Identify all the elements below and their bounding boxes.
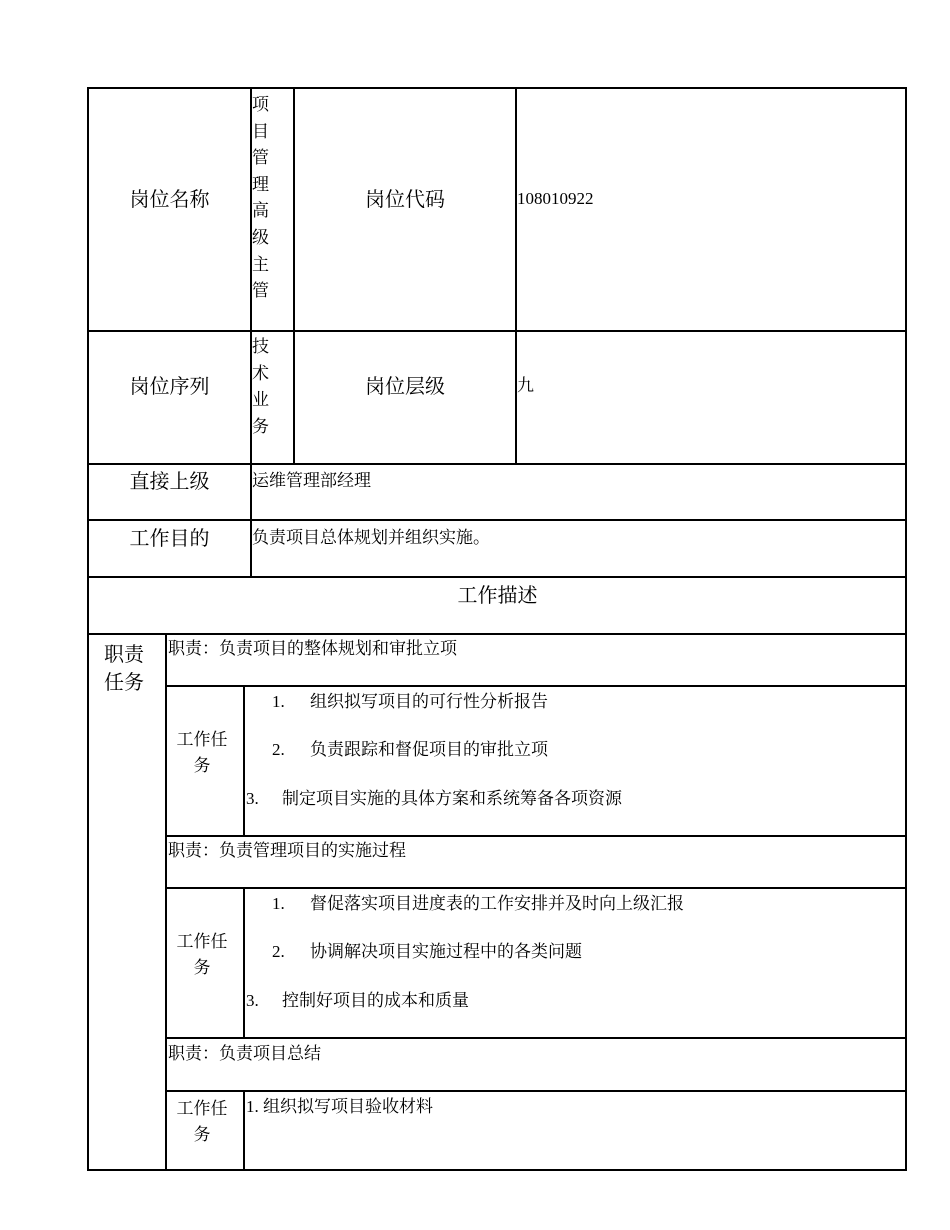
duty-text: 职责：负责管理项目的实施过程 [168,841,406,860]
row-divider [88,633,906,635]
task-text: 控制好项目的成本和质量 [282,991,469,1010]
row-divider [166,685,906,687]
task-label: 工作任务 [176,730,228,776]
duty-text: 职责：负责项目的整体规划和审批立项 [168,639,457,658]
row-divider [88,330,906,332]
col-divider [243,686,245,836]
task-number: 1. [272,692,285,711]
sequence-label: 岗位序列 [129,374,210,398]
position-name-value: 项目管理高级主管 [252,95,269,301]
level-label: 岗位层级 [365,374,445,398]
superior-label: 直接上级 [129,469,210,493]
row-divider [88,576,906,578]
row-divider [166,1037,906,1039]
purpose-value: 负责项目总体规划并组织实施。 [252,528,490,547]
duty-text: 职责：负责项目总结 [168,1044,321,1063]
task-text: 组织拟写项目的可行性分析报告 [310,692,548,711]
task-text: 协调解决项目实施过程中的各类问题 [310,942,582,961]
row-divider [88,519,906,521]
position-code-label: 岗位代码 [365,187,445,211]
task-number: 2. [272,942,285,961]
sequence-value: 技术业务 [252,337,269,436]
col-divider [293,88,295,464]
task-text: 制定项目实施的具体方案和系统筹备各项资源 [282,789,622,808]
duties-label: 职责任务 [104,642,144,694]
position-name-label: 岗位名称 [129,187,210,211]
job-description-table [87,87,907,1171]
task-number: 2. [272,740,285,759]
superior-value: 运维管理部经理 [252,471,371,490]
task-number: 3. [246,789,259,808]
row-divider [88,463,906,465]
task-label: 工作任务 [176,1099,228,1145]
task-label: 工作任务 [176,932,228,978]
work-description-title: 工作描述 [457,583,538,607]
row-divider [166,1090,906,1092]
row-divider [166,887,906,889]
task-number: 3. [246,991,259,1010]
task-text: 1. 组织拟写项目验收材料 [246,1097,433,1116]
col-divider [165,634,167,1170]
task-text: 督促落实项目进度表的工作安排并及时向上级汇报 [310,894,684,913]
level-value: 九 [517,376,534,395]
col-divider [243,1091,245,1170]
task-number: 1. [272,894,285,913]
task-text: 负责跟踪和督促项目的审批立项 [310,740,548,759]
col-divider [515,88,517,464]
col-divider [243,888,245,1038]
row-divider [166,835,906,837]
position-code-value: 108010922 [517,189,594,208]
purpose-label: 工作目的 [129,526,210,550]
